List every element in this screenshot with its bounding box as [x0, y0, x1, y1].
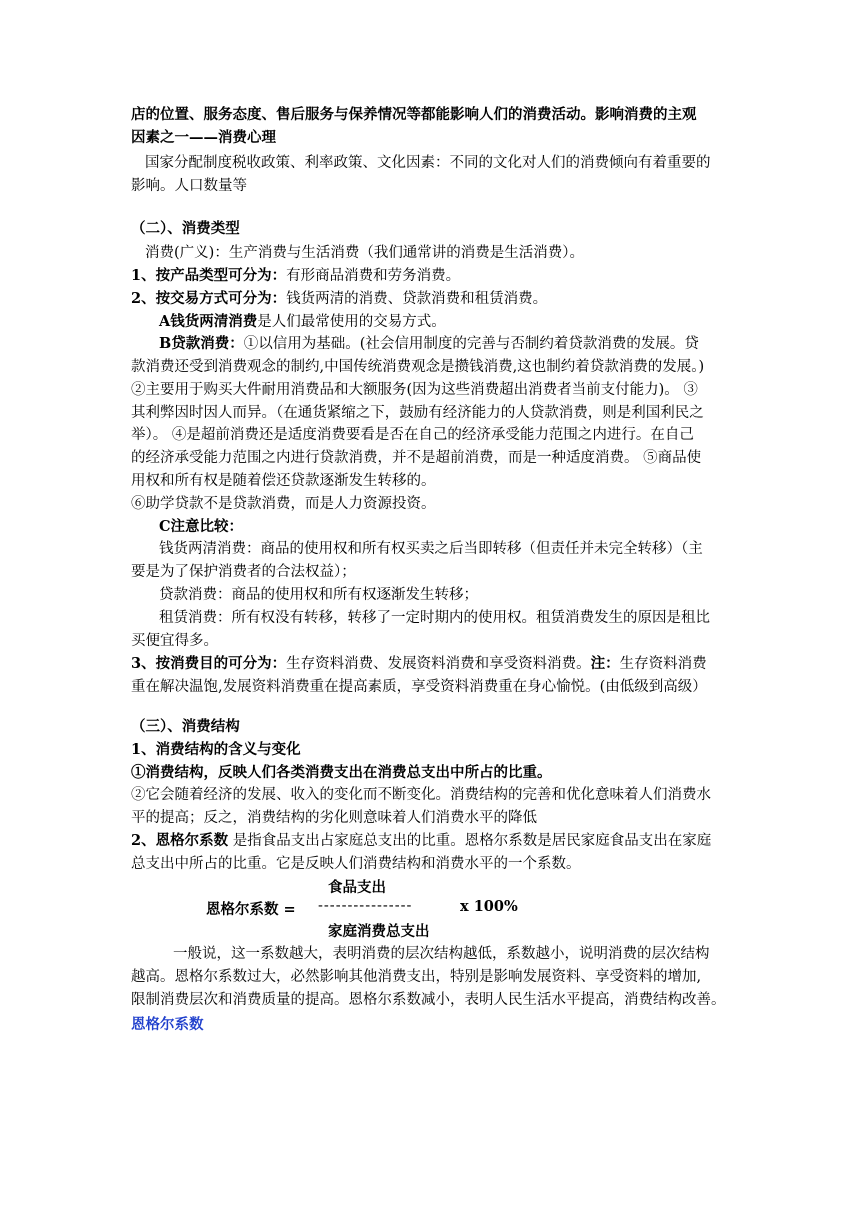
formula-denominator: 家庭消费总支出 [328, 923, 430, 940]
text-line [131, 493, 436, 515]
text-line [131, 127, 276, 149]
bold-text: C注意比较： [159, 518, 244, 535]
bold-text: （二）、消费类型 [131, 220, 240, 237]
body-text: 款消费还受到消费观念的制约,中国传统消费观念是攒钱消费,这也制约着贷款消费的发展。) [131, 359, 705, 375]
text-line [131, 175, 247, 197]
text-line [131, 561, 356, 583]
body-text: 越高。恩格尔系数过大，必然影响其他消费支出，特别是影响发展资料、享受资料的增加, [131, 969, 702, 985]
body-text: 买便宜得多。 [131, 633, 218, 649]
text-line [131, 853, 581, 875]
body-text: 是指食品支出占家庭总支出的比重。恩格尔系数是居民家庭食品支出在家庭 [228, 833, 712, 849]
text-line [131, 356, 704, 378]
body-text: 影响。人口数量等 [131, 178, 247, 194]
text-line [131, 653, 707, 675]
text-line [159, 538, 703, 560]
body-text: 重在解决温饱,发展资料消费重在提高素质，享受资料消费重在身心愉悦。(由低级到高级） [131, 679, 707, 695]
text-line [131, 630, 218, 652]
body-text: 租赁消费：所有权没有转移，转移了一定时期内的使用权。租赁消费发生的原因是租比 [159, 610, 710, 626]
body-text: 一般说，这一系数越大，表明消费的层次结构越低，系数越小，说明消费的层次结构 [173, 946, 710, 962]
body-text: 钱货两清的消费、贷款消费和租赁消费。 [286, 291, 548, 307]
text-line [131, 265, 460, 287]
body-text: ①以信用为基础。(社会信用制度的完善与否制约着贷款消费的发展。贷 [243, 336, 699, 352]
text-line [131, 716, 240, 738]
bold-text: 1、消费结构的含义与变化 [131, 741, 301, 758]
text-line [131, 218, 240, 240]
text-line [131, 424, 694, 446]
formula-fraction-line: ---------------- [318, 898, 413, 914]
body-text: 限制消费层次和消费质量的提高。恩格尔系数减小，表明人民生活水平提高，消费结构改善。 [131, 992, 726, 1008]
bold-text: A钱货两清消费 [159, 313, 258, 330]
text-line [131, 762, 552, 784]
bold-text: ①消费结构，反映人们各类消费支出在消费总支出中所占的比重。 [131, 764, 552, 781]
body-text: 其利弊因时因人而异。（在通货紧缩之下，鼓励有经济能力的人贷款消费，则是利国利民之 [131, 405, 704, 421]
text-line [131, 470, 436, 492]
body-text: 生存资料消费、发展资料消费和享受资料消费。 [286, 656, 591, 672]
body-text: 要是为了保护消费者的合法权益）； [131, 564, 356, 580]
text-line [131, 288, 547, 310]
text-line [173, 943, 710, 965]
body-text: 有形商品消费和劳务消费。 [286, 268, 461, 284]
formula-multiplier: x 100% [460, 898, 518, 915]
bold-text: 3、按消费目的可分为： [131, 655, 287, 672]
text-line [131, 676, 707, 698]
bold-text: 2、恩格尔系数 [131, 832, 229, 849]
text-line [131, 379, 698, 401]
body-text: ②主要用于购买大件耐用消费品和大额服务(因为这些消费超出消费者当前支付能力)。 ③ [131, 382, 698, 398]
bold-text: 店的位置、服务态度、售后服务与保养情况等都能影响人们的消费活动。影响消费的主观 [131, 106, 697, 123]
bold-text: B贷款消费： [159, 335, 244, 352]
text-line [131, 1014, 204, 1036]
body-text: 贷款消费：商品的使用权和所有权逐渐发生转移； [159, 587, 478, 603]
body-text: 举）。 ④是超前消费还是适度消费要看是否在自己的经济承受能力范围之内进行。在自己 [131, 427, 694, 443]
text-line [131, 989, 726, 1011]
text-line [145, 152, 711, 174]
body-text: 消费(广义)：生产消费与生活消费（我们通常讲的消费是生活消费）。 [145, 245, 585, 261]
text-line [159, 584, 478, 606]
body-text: 钱货两清消费：商品的使用权和所有权买卖之后当即转移（但责任并未完全转移）（主 [159, 541, 703, 557]
text-line [131, 830, 711, 852]
bold-text: 1、按产品类型可分为： [131, 267, 287, 284]
bold-text: 注： [590, 655, 620, 672]
bold-text: （三）、消费结构 [131, 718, 240, 735]
body-text: 平的提高；反之，消费结构的劣化则意味着人们消费水平的降低 [131, 810, 537, 826]
body-text: 是人们最常使用的交易方式。 [257, 314, 446, 330]
bold-text: 2、按交易方式可分为： [131, 290, 287, 307]
text-line [131, 807, 537, 829]
text-line [131, 739, 301, 761]
text-line [131, 104, 697, 126]
text-line [145, 242, 584, 264]
engel-coefficient-link[interactable]: 恩格尔系数 [131, 1016, 204, 1033]
body-text: 用权和所有权是随着偿还贷款逐渐发生转移的。 [131, 473, 436, 489]
body-text: 的经济承受能力范围之内进行贷款消费，并不是超前消费，而是一种适度消费。 ⑤商品使 [131, 450, 702, 466]
bold-text: 因素之一——消费心理 [131, 129, 276, 146]
text-line [131, 402, 704, 424]
body-text: 生存资料消费 [619, 656, 707, 672]
text-line [131, 447, 701, 469]
body-text: 国家分配制度税收政策、利率政策、文化因素：不同的文化对人们的消费倾向有着重要的 [145, 155, 711, 171]
formula-label: 恩格尔系数 = [206, 901, 296, 918]
text-line [159, 311, 446, 333]
text-line [159, 607, 710, 629]
text-line [131, 966, 701, 988]
body-text: ②它会随着经济的发展、收入的变化而不断变化。消费结构的完善和优化意味着人们消费水 [131, 787, 711, 803]
formula-numerator: 食品支出 [328, 879, 386, 896]
text-line [159, 516, 243, 538]
text-line [131, 784, 711, 806]
text-line [159, 333, 699, 355]
body-text: ⑥助学贷款不是贷款消费，而是人力资源投资。 [131, 496, 436, 512]
body-text: 总支出中所占的比重。它是反映人们消费结构和消费水平的一个系数。 [131, 856, 581, 872]
